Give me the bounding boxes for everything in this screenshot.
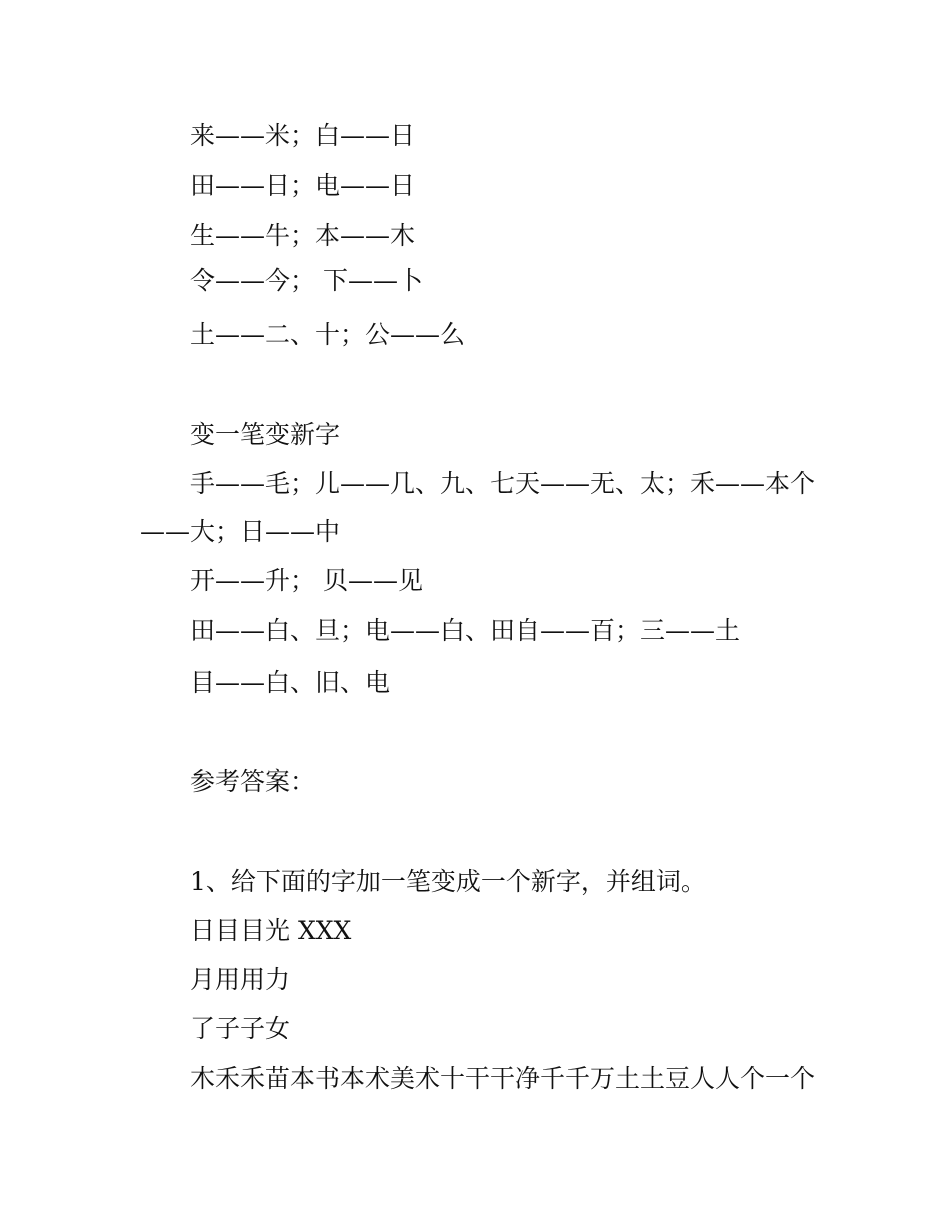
text-line: 田——白、旦；电——白、田自——百；三——土	[190, 616, 741, 645]
answer-line: 了子子女	[190, 1014, 291, 1043]
text-line: 手——毛；儿——几、九、七天——无、太；禾——本个	[190, 469, 816, 498]
answer-line: 木禾禾苗本书本术美术十干干净千千万土土豆人人个一个	[190, 1064, 816, 1093]
text-line: 目——白、旧、电	[190, 668, 391, 697]
answer-line: 日目目光 XXX	[190, 916, 352, 945]
answer-line: 月用用力	[190, 965, 291, 994]
text-line: 来——米；白——日	[190, 121, 416, 150]
text-line: 田——日；电——日	[190, 171, 416, 200]
text-line: ——大；日——中	[140, 517, 341, 546]
answers-heading: 参考答案：	[190, 767, 316, 796]
text-line: 生——牛；本——木	[190, 221, 416, 250]
question-line: 1、给下面的字加一笔变成一个新字，并组词。	[190, 867, 706, 896]
text-line: 开——升； 贝——见	[190, 566, 423, 595]
text-line: 土——二、十；公——么	[190, 320, 466, 349]
text-line: 令——今； 下——卜	[190, 266, 423, 295]
section-heading: 变一笔变新字	[190, 420, 341, 449]
